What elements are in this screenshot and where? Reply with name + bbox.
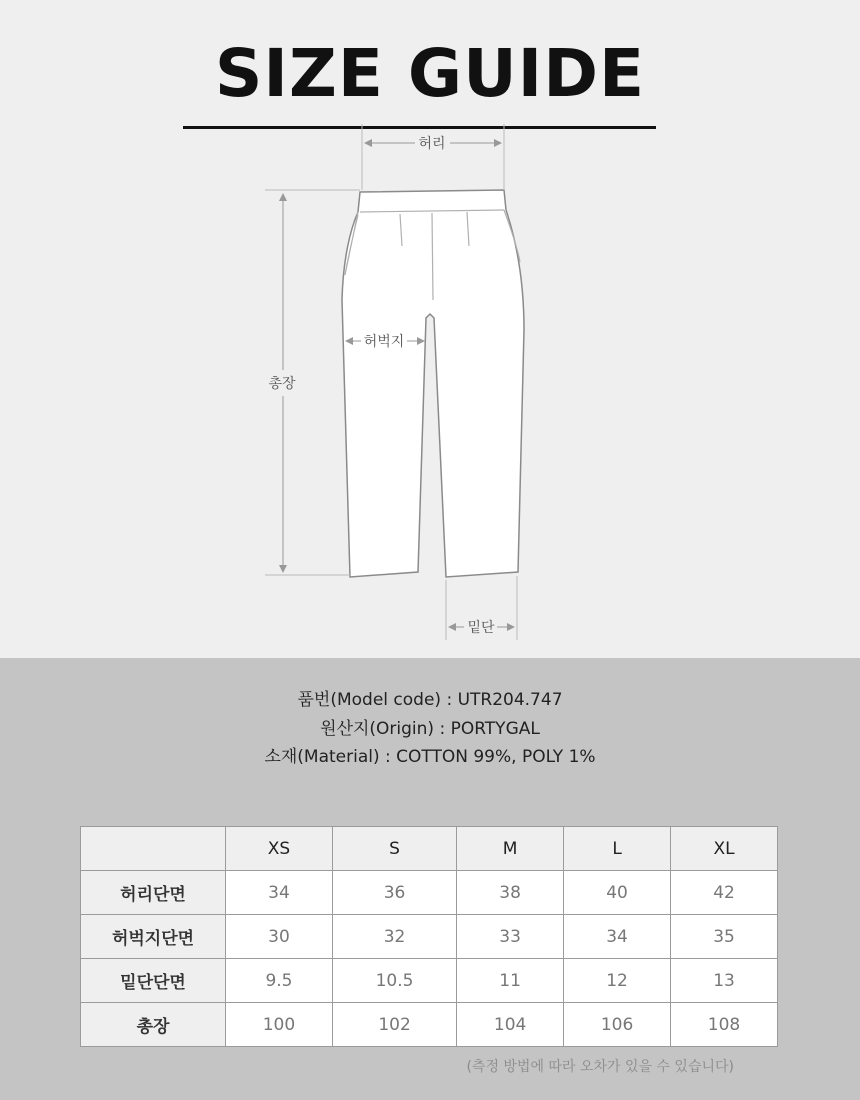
table-row: [81, 915, 778, 959]
table-cell: 36: [332, 871, 456, 915]
row-label: 총장: [81, 1003, 226, 1047]
page-title: SIZE GUIDE: [214, 35, 646, 112]
waist-dimension: [362, 124, 504, 190]
table-cell: 34: [564, 915, 671, 959]
column-header: L: [564, 827, 671, 871]
table-cell: 102: [332, 1003, 456, 1047]
table-cell: 100: [226, 1003, 333, 1047]
table-cell: 106: [564, 1003, 671, 1047]
table-row: [81, 959, 778, 1003]
table-cell: 42: [671, 871, 778, 915]
model-code: 품번(Model code) : UTR204.747: [297, 690, 563, 710]
column-header: S: [332, 827, 456, 871]
table-cell: 12: [564, 959, 671, 1003]
table-cell: 30: [226, 915, 333, 959]
product-info: [0, 686, 860, 772]
table-cell: 10.5: [332, 959, 456, 1003]
size-table: [80, 826, 778, 1047]
column-header: M: [457, 827, 564, 871]
table-header-row: [81, 827, 778, 871]
table-cell: 108: [671, 1003, 778, 1047]
row-label: 허리단면: [81, 871, 226, 915]
row-label: 밑단단면: [81, 959, 226, 1003]
table-row: [81, 871, 778, 915]
table-row: [81, 1003, 778, 1047]
table-cell: 13: [671, 959, 778, 1003]
table-cell: 11: [457, 959, 564, 1003]
hem-dimension: [446, 576, 517, 640]
material: 소재(Material) : COTTON 99%, POLY 1%: [264, 747, 596, 767]
waist-label: 허리: [418, 136, 446, 152]
table-cell: 38: [457, 871, 564, 915]
hem-label: 밑단: [467, 620, 495, 636]
measurement-footnote: (측정 방법에 따라 오차가 있을 수 있습니다): [466, 1059, 734, 1075]
table-cell: 104: [457, 1003, 564, 1047]
table-cell: 9.5: [226, 959, 333, 1003]
table-cell: 35: [671, 915, 778, 959]
corner-cell: [81, 827, 226, 871]
table-cell: 34: [226, 871, 333, 915]
table-cell: 33: [457, 915, 564, 959]
column-header: XS: [226, 827, 333, 871]
thigh-label: 허벅지: [363, 334, 405, 350]
origin: 원산지(Origin) : PORTYGAL: [320, 718, 540, 739]
length-label: 총장: [268, 376, 296, 392]
column-header: XL: [671, 827, 778, 871]
row-label: 허벅지단면: [81, 915, 226, 959]
table-cell: 32: [332, 915, 456, 959]
table-cell: 40: [564, 871, 671, 915]
